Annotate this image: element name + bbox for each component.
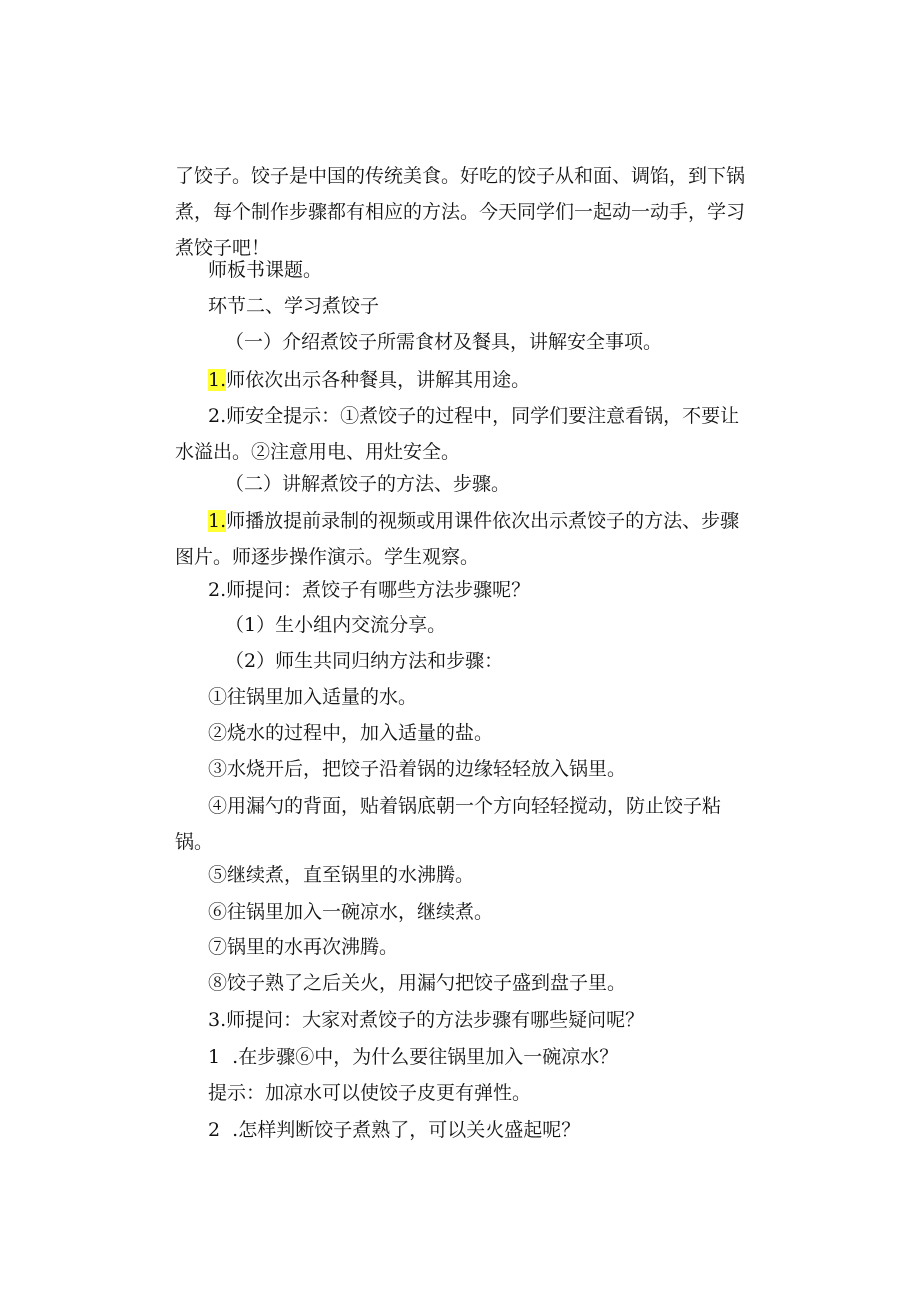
list-item-text: 师播放提前录制的视频或用课件依次出示煮饺子的方法、步骤图片。师逐步操作演示。学生观察。	[175, 510, 740, 568]
subsection-heading-2: （二）讲解煮饺子的方法、步骤。	[225, 473, 511, 495]
highlight-marker: 1.	[208, 369, 227, 391]
question-item: 2 .怎样判断饺子煮熟了，可以关火盛起呢？	[208, 1119, 581, 1141]
step-item: ⑤继续煮，直至锅里的水沸腾。	[208, 864, 475, 886]
hint-paragraph: 提示：加凉水可以使饺子皮更有弹性。	[208, 1082, 532, 1104]
intro-paragraph: 了饺子。饺子是中国的传统美食。好吃的饺子从和面、调馅，到下锅煮，每个制作步骤都有相应的方法。今天同学们一起动一动手，学习煮饺子吧！	[175, 165, 746, 259]
step-item: ①往锅里加入适量的水。	[208, 686, 418, 708]
list-item-text: 师依次出示各种餐具，讲解其用途。	[226, 369, 531, 391]
list-item	[175, 362, 750, 398]
list-item	[175, 503, 750, 575]
paragraph-question-2: 3.师提问：大家对煮饺子的方法步骤有哪些疑问呢？	[208, 1009, 645, 1031]
sub-item: （1）生小组内交流分享。	[225, 614, 447, 636]
paragraph-question-1: 2.师提问：煮饺子有哪些方法步骤呢？	[208, 579, 531, 601]
step-item: ⑦锅里的水再次沸腾。	[208, 936, 399, 958]
sub-item: （2）师生共同归纳方法和步骤：	[225, 650, 504, 672]
step-item: ③水烧开后，把饺子沿着锅的边缘轻轻放入锅里。	[208, 758, 627, 780]
step-item: ⑥往锅里加入一碗凉水，继续煮。	[208, 901, 494, 923]
paragraph-safety: 2.师安全提示：①煮饺子的过程中，同学们要注意看锅，不要让水溢出。②注意用电、用灶安全。	[175, 405, 740, 463]
subsection-heading-1: （一）介绍煮饺子所需食材及餐具，讲解安全事项。	[225, 331, 663, 353]
highlight-marker: 1.	[208, 510, 227, 532]
section-heading-step2: 环节二、学习煮饺子	[208, 295, 380, 317]
step-item: ④用漏勺的背面，贴着锅底朝一个方向轻轻搅动，防止饺子粘锅。	[175, 795, 722, 853]
step-item: ⑧饺子熟了之后关火，用漏勺把饺子盛到盘子里。	[208, 972, 627, 994]
paragraph-board-title: 师板书课题。	[208, 259, 323, 281]
question-item: 1 .在步骤⑥中，为什么要往锅里加入一碗凉水？	[208, 1046, 619, 1068]
step-item: ②烧水的过程中，加入适量的盐。	[208, 722, 494, 744]
